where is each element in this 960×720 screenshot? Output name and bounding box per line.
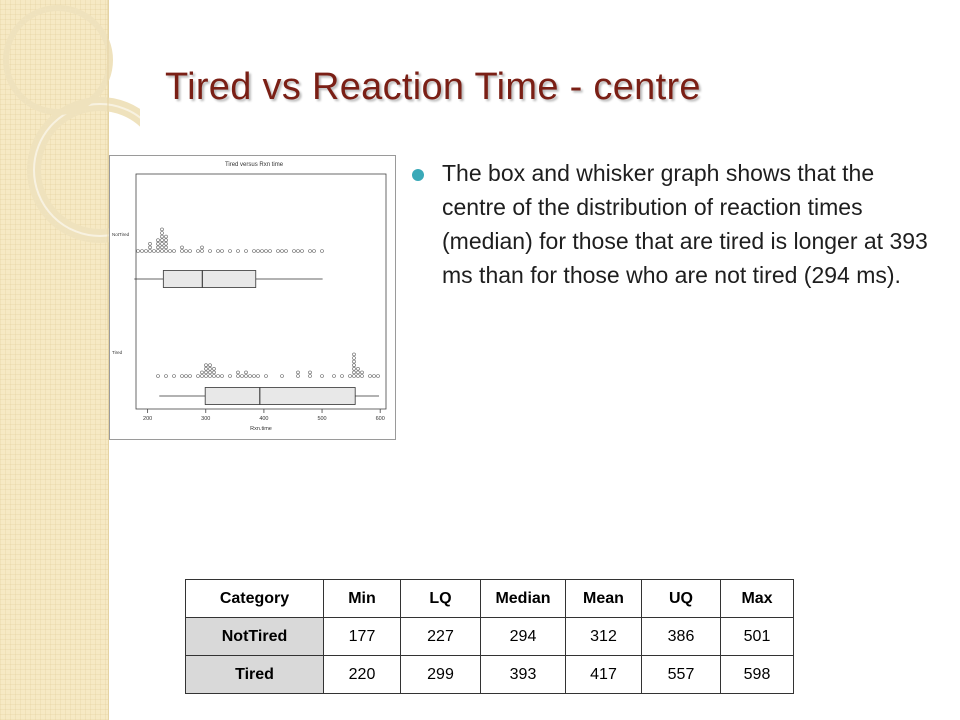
data-point bbox=[157, 246, 160, 249]
slide-title: Tired vs Reaction Time - centre bbox=[165, 66, 701, 108]
data-point bbox=[297, 371, 300, 374]
data-point bbox=[181, 246, 184, 249]
data-point bbox=[189, 375, 192, 378]
bullet-icon bbox=[412, 169, 424, 181]
data-point bbox=[353, 364, 356, 367]
table-cell: 220 bbox=[324, 656, 401, 694]
data-point bbox=[353, 360, 356, 363]
data-point bbox=[161, 250, 164, 253]
data-point bbox=[297, 250, 300, 253]
data-point bbox=[309, 375, 312, 378]
data-point bbox=[229, 250, 232, 253]
data-point bbox=[265, 250, 268, 253]
data-point bbox=[353, 357, 356, 360]
table-cell: 294 bbox=[481, 618, 566, 656]
column-header: LQ bbox=[401, 580, 481, 618]
data-point bbox=[161, 246, 164, 249]
data-point bbox=[197, 375, 200, 378]
data-point bbox=[157, 250, 160, 253]
data-point bbox=[165, 375, 168, 378]
summary-table bbox=[185, 579, 794, 694]
data-point bbox=[217, 375, 220, 378]
data-point bbox=[197, 250, 200, 253]
table-cell: 312 bbox=[566, 618, 642, 656]
data-point bbox=[297, 375, 300, 378]
data-point bbox=[205, 367, 208, 370]
data-point bbox=[205, 371, 208, 374]
data-point bbox=[281, 375, 284, 378]
data-point bbox=[201, 250, 204, 253]
box-plot-svg bbox=[110, 156, 397, 441]
data-point bbox=[353, 375, 356, 378]
table-cell: 227 bbox=[401, 618, 481, 656]
data-point bbox=[173, 250, 176, 253]
box-iqr bbox=[205, 388, 355, 405]
data-point bbox=[149, 242, 152, 245]
table-cell: 299 bbox=[401, 656, 481, 694]
data-point bbox=[161, 235, 164, 238]
data-point bbox=[141, 250, 144, 253]
data-point bbox=[237, 250, 240, 253]
table-row bbox=[186, 618, 794, 656]
data-point bbox=[261, 250, 264, 253]
data-point bbox=[201, 246, 204, 249]
x-tick-label: 500 bbox=[317, 416, 327, 422]
data-point bbox=[157, 239, 160, 242]
data-point bbox=[281, 250, 284, 253]
table-cell: 417 bbox=[566, 656, 642, 694]
data-point bbox=[165, 250, 168, 253]
column-header: Category bbox=[186, 580, 324, 618]
table-cell: 177 bbox=[324, 618, 401, 656]
data-point bbox=[189, 250, 192, 253]
data-point bbox=[229, 375, 232, 378]
data-point bbox=[309, 250, 312, 253]
table-row bbox=[186, 656, 794, 694]
data-point bbox=[153, 250, 156, 253]
series-label: NotTired bbox=[112, 232, 130, 237]
data-point bbox=[161, 228, 164, 231]
data-point bbox=[149, 246, 152, 249]
data-point bbox=[253, 250, 256, 253]
data-point bbox=[165, 235, 168, 238]
x-tick-label: 200 bbox=[143, 416, 153, 422]
data-point bbox=[145, 250, 148, 253]
data-point bbox=[161, 242, 164, 245]
data-point bbox=[173, 375, 176, 378]
data-point bbox=[181, 375, 184, 378]
data-point bbox=[209, 250, 212, 253]
column-header: Mean bbox=[566, 580, 642, 618]
table-cell: 501 bbox=[721, 618, 794, 656]
data-point bbox=[157, 242, 160, 245]
data-point bbox=[181, 250, 184, 253]
data-point bbox=[269, 250, 272, 253]
table-cell: 598 bbox=[721, 656, 794, 694]
data-point bbox=[213, 371, 216, 374]
data-point bbox=[185, 250, 188, 253]
data-point bbox=[137, 250, 140, 253]
data-point bbox=[357, 375, 360, 378]
data-point bbox=[165, 242, 168, 245]
data-point bbox=[353, 367, 356, 370]
column-header: Min bbox=[324, 580, 401, 618]
data-point bbox=[357, 371, 360, 374]
data-point bbox=[277, 250, 280, 253]
data-point bbox=[165, 246, 168, 249]
data-point bbox=[361, 371, 364, 374]
data-point bbox=[321, 250, 324, 253]
x-tick-label: 600 bbox=[375, 416, 385, 422]
data-point bbox=[349, 375, 352, 378]
data-point bbox=[313, 250, 316, 253]
data-point bbox=[285, 250, 288, 253]
data-point bbox=[201, 371, 204, 374]
data-point bbox=[245, 250, 248, 253]
data-point bbox=[213, 375, 216, 378]
data-point bbox=[149, 250, 152, 253]
data-point bbox=[161, 239, 164, 242]
table-cell: 393 bbox=[481, 656, 566, 694]
data-point bbox=[161, 232, 164, 235]
data-point bbox=[221, 375, 224, 378]
data-point bbox=[301, 250, 304, 253]
data-point bbox=[169, 250, 172, 253]
data-point bbox=[237, 375, 240, 378]
table-cell: 386 bbox=[642, 618, 721, 656]
box-plot-chart bbox=[109, 155, 396, 440]
x-axis-label: Rxn.time bbox=[250, 426, 272, 432]
data-point bbox=[321, 375, 324, 378]
data-point bbox=[185, 375, 188, 378]
bullet-point bbox=[412, 156, 937, 292]
data-point bbox=[209, 367, 212, 370]
data-point bbox=[265, 375, 268, 378]
data-point bbox=[377, 375, 380, 378]
data-point bbox=[341, 375, 344, 378]
data-point bbox=[221, 250, 224, 253]
data-point bbox=[157, 375, 160, 378]
table-cell: 557 bbox=[642, 656, 721, 694]
data-point bbox=[249, 375, 252, 378]
data-point bbox=[253, 375, 256, 378]
x-tick-label: 400 bbox=[259, 416, 269, 422]
data-point bbox=[361, 375, 364, 378]
box-iqr bbox=[163, 271, 255, 288]
data-point bbox=[209, 371, 212, 374]
data-point bbox=[205, 375, 208, 378]
x-tick-label: 300 bbox=[201, 416, 211, 422]
data-point bbox=[165, 239, 168, 242]
data-point bbox=[201, 375, 204, 378]
data-point bbox=[209, 375, 212, 378]
column-header: Median bbox=[481, 580, 566, 618]
series-label: Tired bbox=[112, 350, 123, 355]
data-point bbox=[245, 375, 248, 378]
data-point bbox=[257, 250, 260, 253]
chart-title: Tired versus Rxn time bbox=[224, 162, 284, 168]
data-point bbox=[217, 250, 220, 253]
data-point bbox=[245, 371, 248, 374]
data-point bbox=[333, 375, 336, 378]
data-point bbox=[293, 250, 296, 253]
column-header: Max bbox=[721, 580, 794, 618]
row-header: NotTired bbox=[186, 618, 324, 656]
data-point bbox=[373, 375, 376, 378]
data-point bbox=[353, 353, 356, 356]
data-point bbox=[369, 375, 372, 378]
data-point bbox=[237, 371, 240, 374]
data-point bbox=[213, 367, 216, 370]
data-point bbox=[309, 371, 312, 374]
data-point bbox=[257, 375, 260, 378]
bullet-text: The box and whisker graph shows that the centre of the distribution of reaction times (median) for those that are tired is longer at 393 ms than for those who are not tired (294 ms). bbox=[442, 160, 928, 288]
data-point bbox=[357, 367, 360, 370]
table-header-row bbox=[186, 580, 794, 618]
data-point bbox=[209, 364, 212, 367]
data-point bbox=[205, 364, 208, 367]
data-point bbox=[353, 371, 356, 374]
row-header: Tired bbox=[186, 656, 324, 694]
column-header: UQ bbox=[642, 580, 721, 618]
data-point bbox=[241, 375, 244, 378]
plot-area-border bbox=[136, 174, 386, 409]
